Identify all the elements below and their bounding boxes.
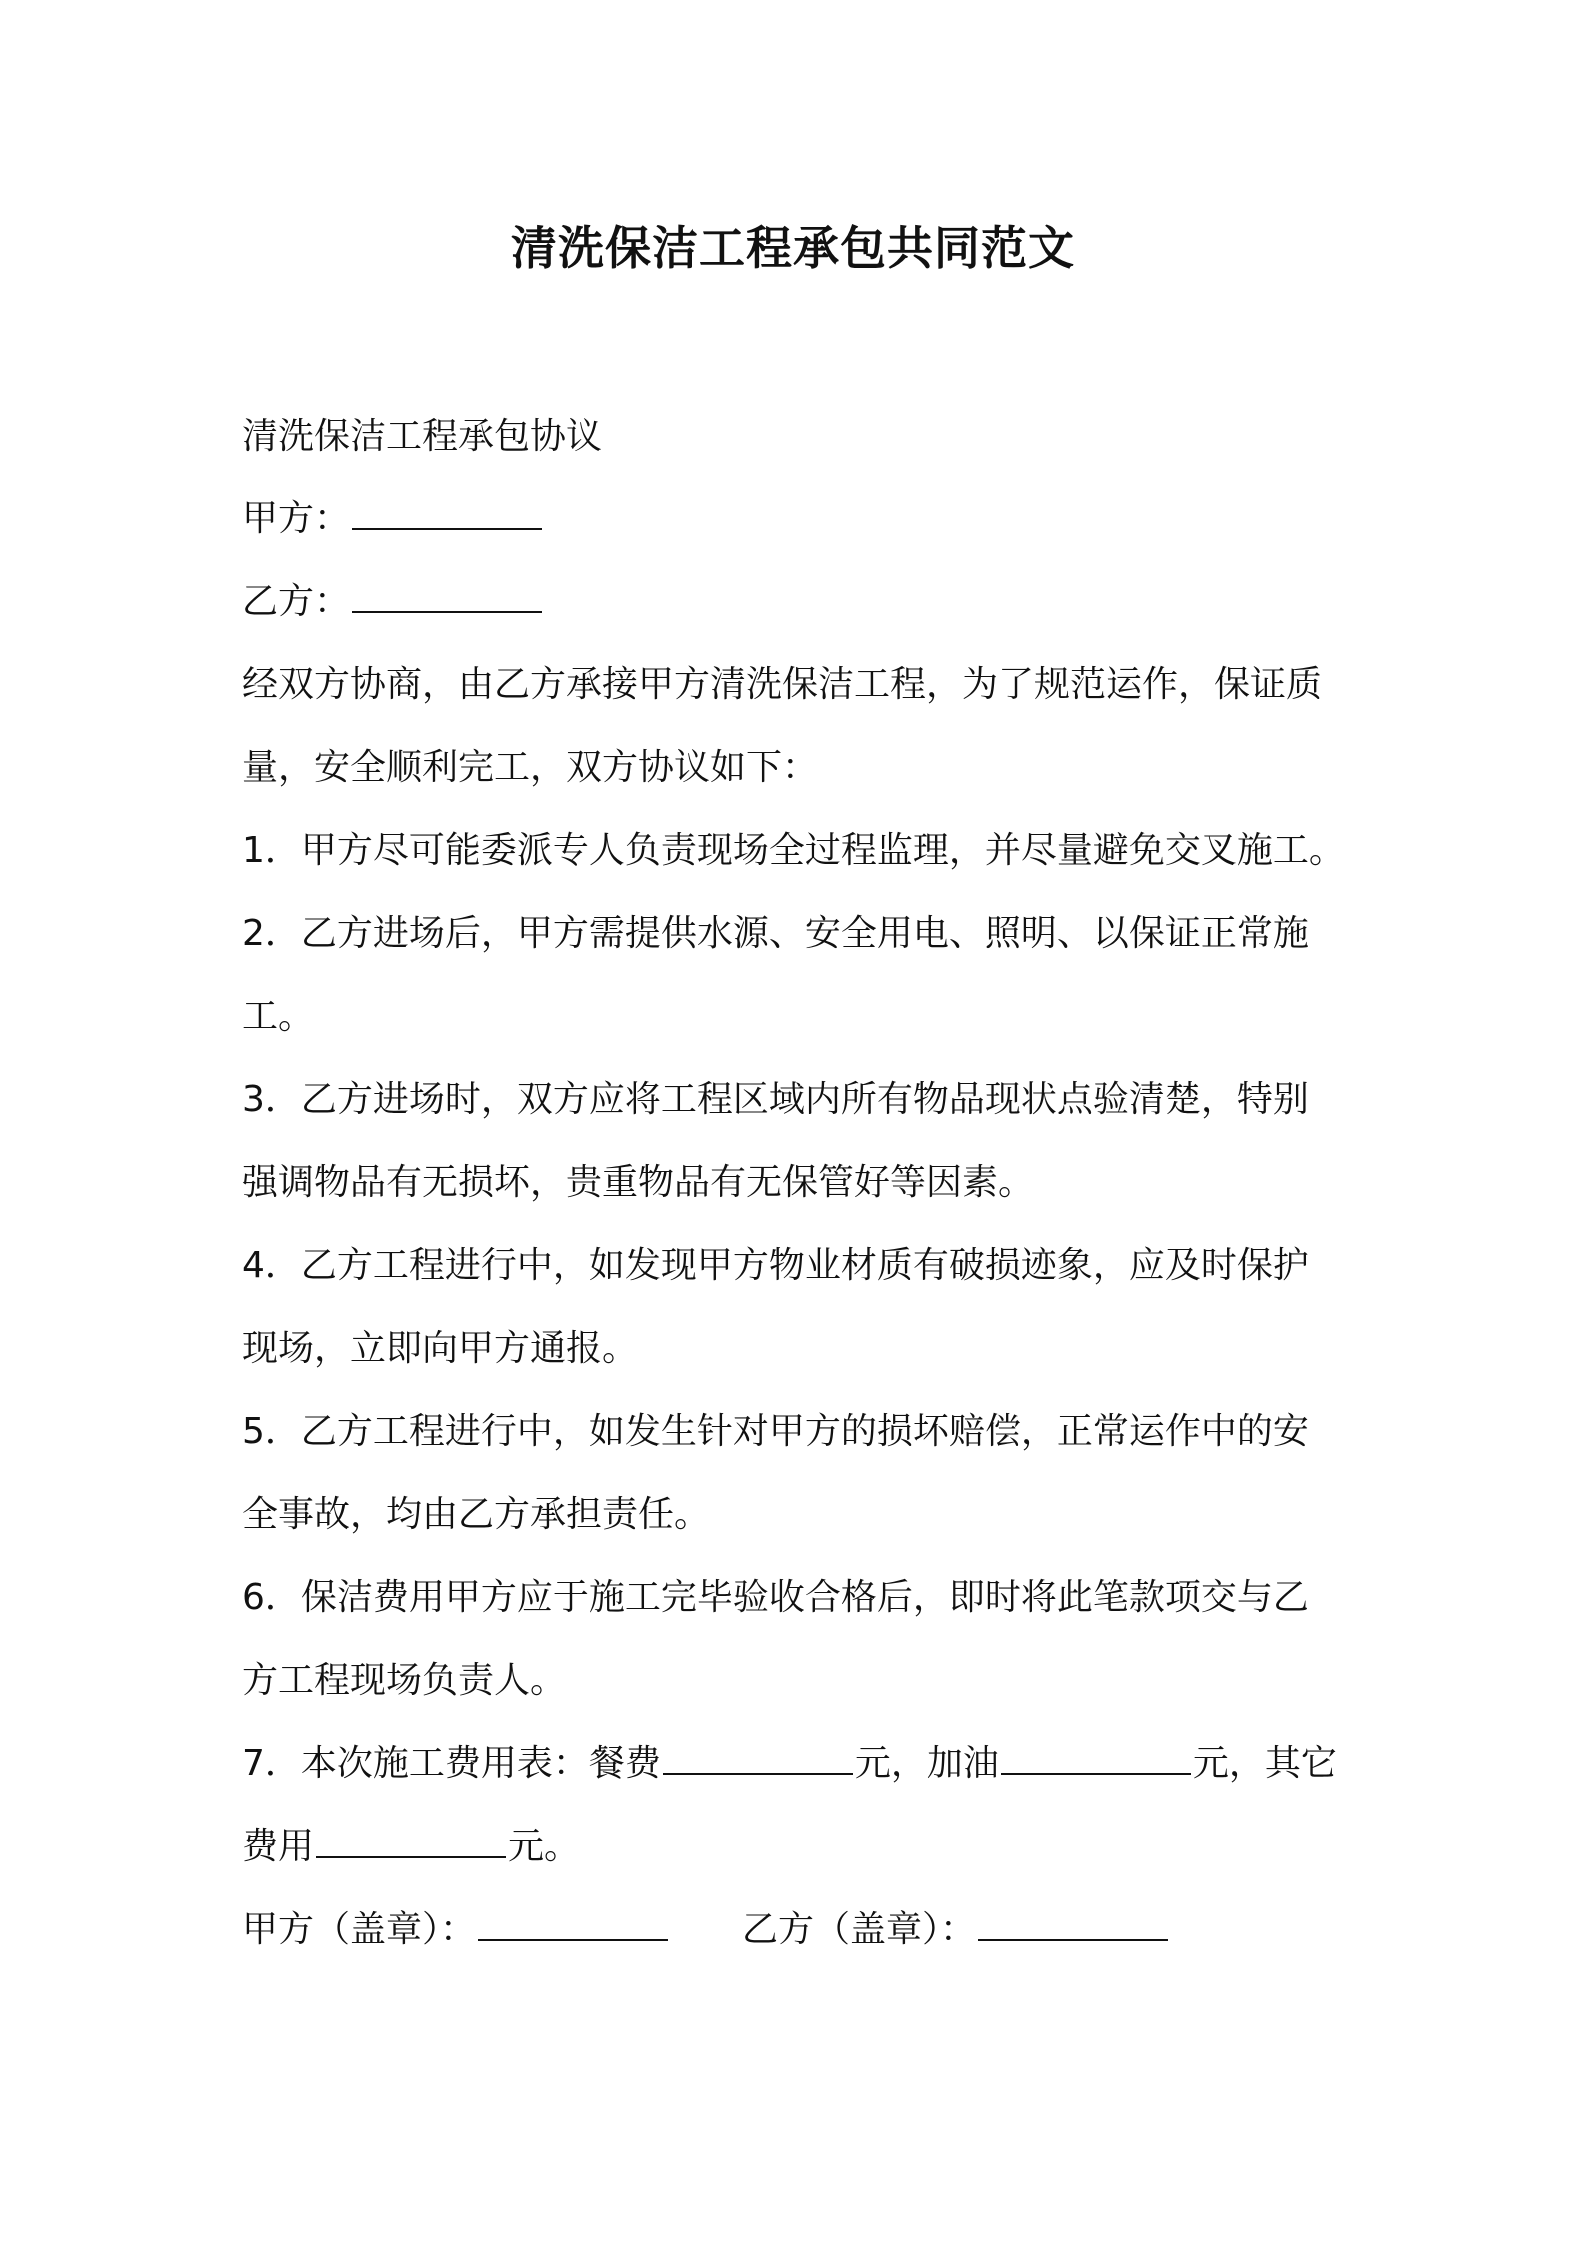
sign-b-label: 乙方（盖章）： <box>742 1909 977 1950</box>
party-a-line <box>242 494 1372 544</box>
meal-fee-blank <box>663 1743 853 1775</box>
clause-3-line-2: 强调物品有无损坏，贵重物品有无保管好等因素。 <box>242 1162 1035 1203</box>
other-fee-blank <box>316 1826 506 1858</box>
signature-line <box>242 1905 1372 1955</box>
party-a-label: 甲方： <box>242 498 351 539</box>
fuel-fee-blank <box>1001 1743 1191 1775</box>
clause-7-line-1 <box>242 1739 1372 1789</box>
clause-3-line-1: 3．乙方进场时，双方应将工程区域内所有物品现状点验清楚，特别 <box>242 1079 1309 1120</box>
party-b-label: 乙方： <box>242 581 351 622</box>
clause-7-unit-2: 元，其它 <box>1192 1743 1337 1784</box>
sign-a-label: 甲方（盖章）： <box>242 1909 477 1950</box>
document-title: 清洗保洁工程承包共同范文 <box>511 221 1075 275</box>
intro-line-2: 量，安全顺利完工，双方协议如下： <box>242 747 819 788</box>
clause-2-line-2: 工。 <box>242 996 315 1037</box>
party-b-blank <box>352 581 542 613</box>
clause-7-prefix: 7．本次施工费用表：餐费 <box>242 1743 661 1784</box>
agreement-heading: 清洗保洁工程承包协议 <box>242 416 603 457</box>
clause-7-line-2 <box>242 1822 1372 1872</box>
clause-5-line-1: 5．乙方工程进行中，如发生针对甲方的损坏赔偿，正常运作中的安 <box>242 1411 1309 1452</box>
intro-line-1: 经双方协商，由乙方承接甲方清洗保洁工程，为了规范运作，保证质 <box>242 664 1323 705</box>
sign-a-blank <box>478 1909 668 1941</box>
clause-1-line-1: 1．甲方尽可能委派专人负责现场全过程监理，并尽量避免交叉施工。 <box>242 830 1345 871</box>
clause-6-line-2: 方工程现场负责人。 <box>242 1660 567 1701</box>
clause-4-line-2: 现场，立即向甲方通报。 <box>242 1328 639 1369</box>
clause-5-line-2: 全事故，均由乙方承担责任。 <box>242 1494 711 1535</box>
clause-7-unit-1: 元，加油 <box>854 1743 999 1784</box>
sign-b-blank <box>978 1909 1168 1941</box>
clause-7-line-2-suffix: 元。 <box>508 1826 581 1867</box>
clause-6-line-1: 6．保洁费用甲方应于施工完毕验收合格后，即时将此笔款项交与乙 <box>242 1577 1309 1618</box>
party-a-blank <box>352 498 542 530</box>
party-b-line <box>242 577 1372 627</box>
clause-2-line-1: 2．乙方进场后，甲方需提供水源、安全用电、照明、以保证正常施 <box>242 913 1309 954</box>
clause-4-line-1: 4．乙方工程进行中，如发现甲方物业材质有破损迹象，应及时保护 <box>242 1245 1309 1286</box>
clause-7-line-2-prefix: 费用 <box>242 1826 315 1867</box>
